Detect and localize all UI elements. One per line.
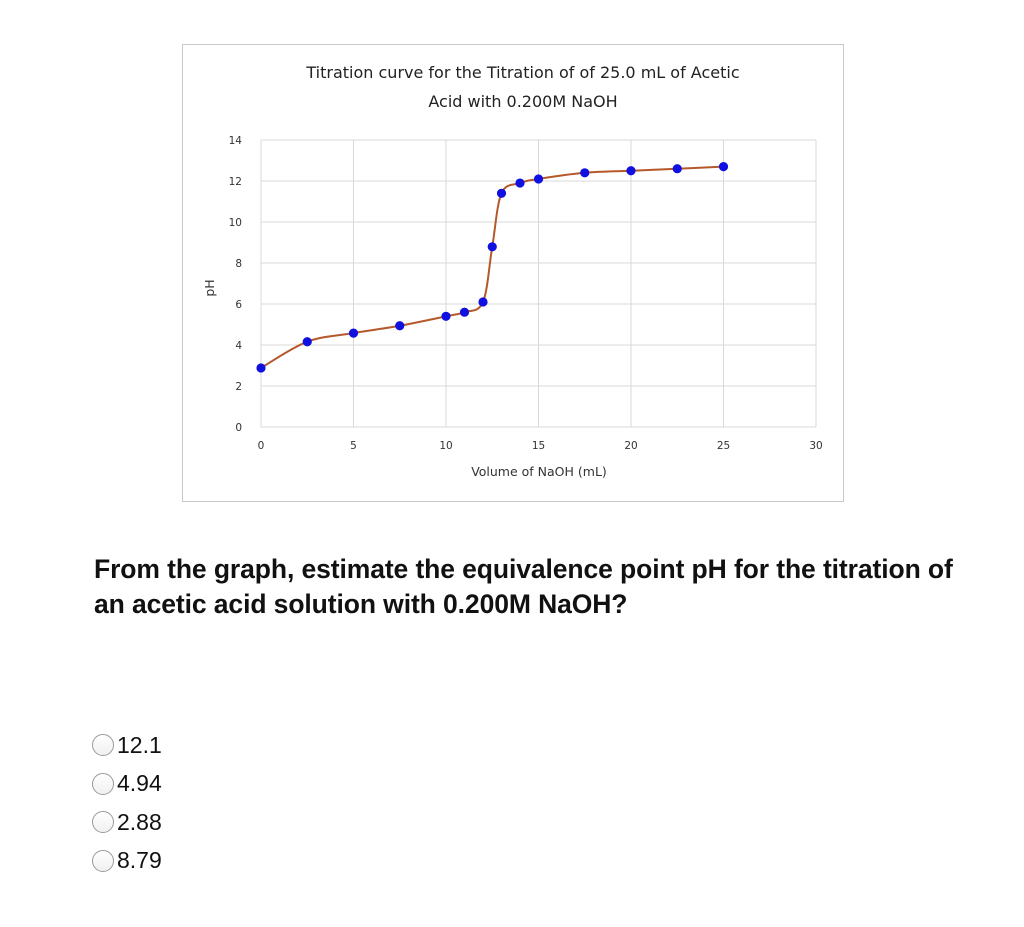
radio-button[interactable]: [92, 850, 114, 872]
data-point: [515, 178, 524, 187]
data-point: [673, 164, 682, 173]
radio-button[interactable]: [92, 734, 114, 756]
x-tick-label: 30: [809, 440, 823, 452]
series-line: [261, 167, 724, 368]
radio-button[interactable]: [92, 811, 114, 833]
answer-option[interactable]: [92, 842, 162, 881]
radio-button[interactable]: [92, 773, 114, 795]
answer-option[interactable]: [92, 765, 162, 804]
chart-title-line-2: Acid with 0.200M NaOH: [428, 92, 618, 111]
y-tick-label: 2: [235, 381, 242, 393]
y-axis-label: pH: [202, 279, 217, 297]
y-tick-label: 14: [228, 135, 242, 147]
y-tick-label: 4: [235, 340, 242, 352]
chart-ticks: [229, 135, 823, 452]
y-tick-label: 12: [228, 176, 242, 188]
x-tick-label: 10: [439, 440, 453, 452]
x-tick-label: 0: [257, 440, 265, 452]
y-tick-label: 10: [228, 217, 242, 229]
data-point: [460, 308, 469, 317]
x-tick-label: 20: [624, 440, 638, 452]
answer-option[interactable]: [92, 803, 162, 842]
chart-container: [182, 44, 844, 502]
chart-title-line-1: Titration curve for the Titration of of 25.0 mL of Acetic: [306, 63, 740, 82]
data-point: [478, 297, 487, 306]
data-point: [349, 329, 358, 338]
data-point: [719, 162, 728, 171]
answer-option-label: 8.79: [117, 847, 162, 874]
x-tick-label: 15: [531, 440, 546, 452]
answer-option-label: 4.94: [117, 770, 162, 797]
data-point: [303, 337, 312, 346]
chart-series: [256, 162, 728, 373]
x-axis-label: Volume of NaOH (mL): [471, 464, 607, 479]
titration-chart: [183, 45, 845, 503]
x-tick-label: 25: [716, 440, 731, 452]
data-point: [488, 242, 497, 251]
y-tick-label: 6: [235, 299, 242, 311]
data-point: [441, 312, 450, 321]
data-point: [497, 189, 506, 198]
answer-option[interactable]: [92, 726, 162, 765]
answer-option-label: 2.88: [117, 808, 162, 835]
x-tick-label: 5: [350, 440, 357, 452]
data-point: [626, 166, 635, 175]
answer-options: [92, 726, 162, 880]
data-point: [395, 321, 404, 330]
data-point: [580, 168, 589, 177]
data-point: [256, 363, 265, 372]
y-tick-label: 0: [235, 422, 242, 434]
data-point: [534, 174, 543, 183]
y-tick-label: 8: [235, 258, 242, 270]
question-text: From the graph, estimate the equivalence point pH for the titration of an acetic acid solution with 0.200M NaOH?: [94, 554, 953, 619]
answer-option-label: 12.1: [117, 731, 162, 758]
